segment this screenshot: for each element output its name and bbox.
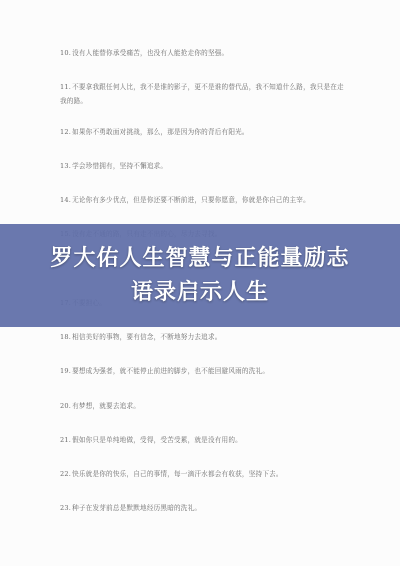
quote-text: 快乐就是你的快乐，自己的事情，每一滴汗水都会有收获，坚持下去。: [72, 470, 283, 478]
quote-number: 20.: [60, 402, 72, 410]
quote-text: 学会珍惜拥有，坚持不懈追求。: [72, 162, 168, 170]
quote-text: 种子在发芽前总是默默地经历黑暗的洗礼。: [72, 504, 202, 512]
title-banner: [0, 224, 400, 327]
quote-item: [60, 46, 350, 60]
quote-number: 11.: [60, 83, 72, 91]
quote-text: 无论你有多少优点，但是你还要不断前进，只要你愿意，你就是你自己的主宰。: [72, 196, 310, 204]
quote-text: 要想成为强者，就不能停止前进的脚步，也不能回避风雨的洗礼。: [72, 367, 270, 375]
quote-text: 有梦想，就要去追求。: [72, 402, 141, 410]
quote-item: [60, 159, 350, 173]
quote-item: [60, 193, 350, 207]
quote-text: 假如你只是单纯地做，受得，受苦受累，就是没有用的。: [72, 436, 242, 444]
quote-item: [60, 399, 350, 413]
quote-number: 13.: [60, 162, 72, 170]
banner-title-line-2: 语录启示人生: [130, 279, 269, 305]
quote-item: [60, 501, 350, 515]
quote-text: 相信美好的事物，要有信念，不断地努力去追求。: [72, 333, 222, 341]
quote-item: [60, 125, 350, 139]
quote-item: [60, 330, 350, 344]
quote-item: [60, 364, 350, 378]
quote-number: 10.: [60, 49, 72, 57]
quote-item: [60, 467, 350, 481]
quote-number: 19.: [60, 367, 72, 375]
banner-title-line-1: 罗大佑人生智慧与正能量励志: [50, 245, 350, 271]
quote-item: [60, 433, 350, 447]
quote-number: 23.: [60, 504, 72, 512]
quote-number: 22.: [60, 470, 72, 478]
quote-number: 18.: [60, 333, 72, 341]
quote-number: 12.: [60, 128, 72, 136]
quote-number: 14.: [60, 196, 72, 204]
quote-number: 21.: [60, 436, 72, 444]
quote-text: 如果你不勇敢面对挑战，那么，那是因为你的背后有阳光。: [72, 128, 249, 136]
quote-item: [60, 80, 350, 108]
quote-text: 没有人能替你承受痛苦，也没有人能抢走你的坚强。: [72, 49, 229, 57]
quote-text: 不要拿我跟任何人比，我不是谁的影子，更不是谁的替代品，我不知道什么路，我只是在走我的路。: [60, 83, 344, 105]
